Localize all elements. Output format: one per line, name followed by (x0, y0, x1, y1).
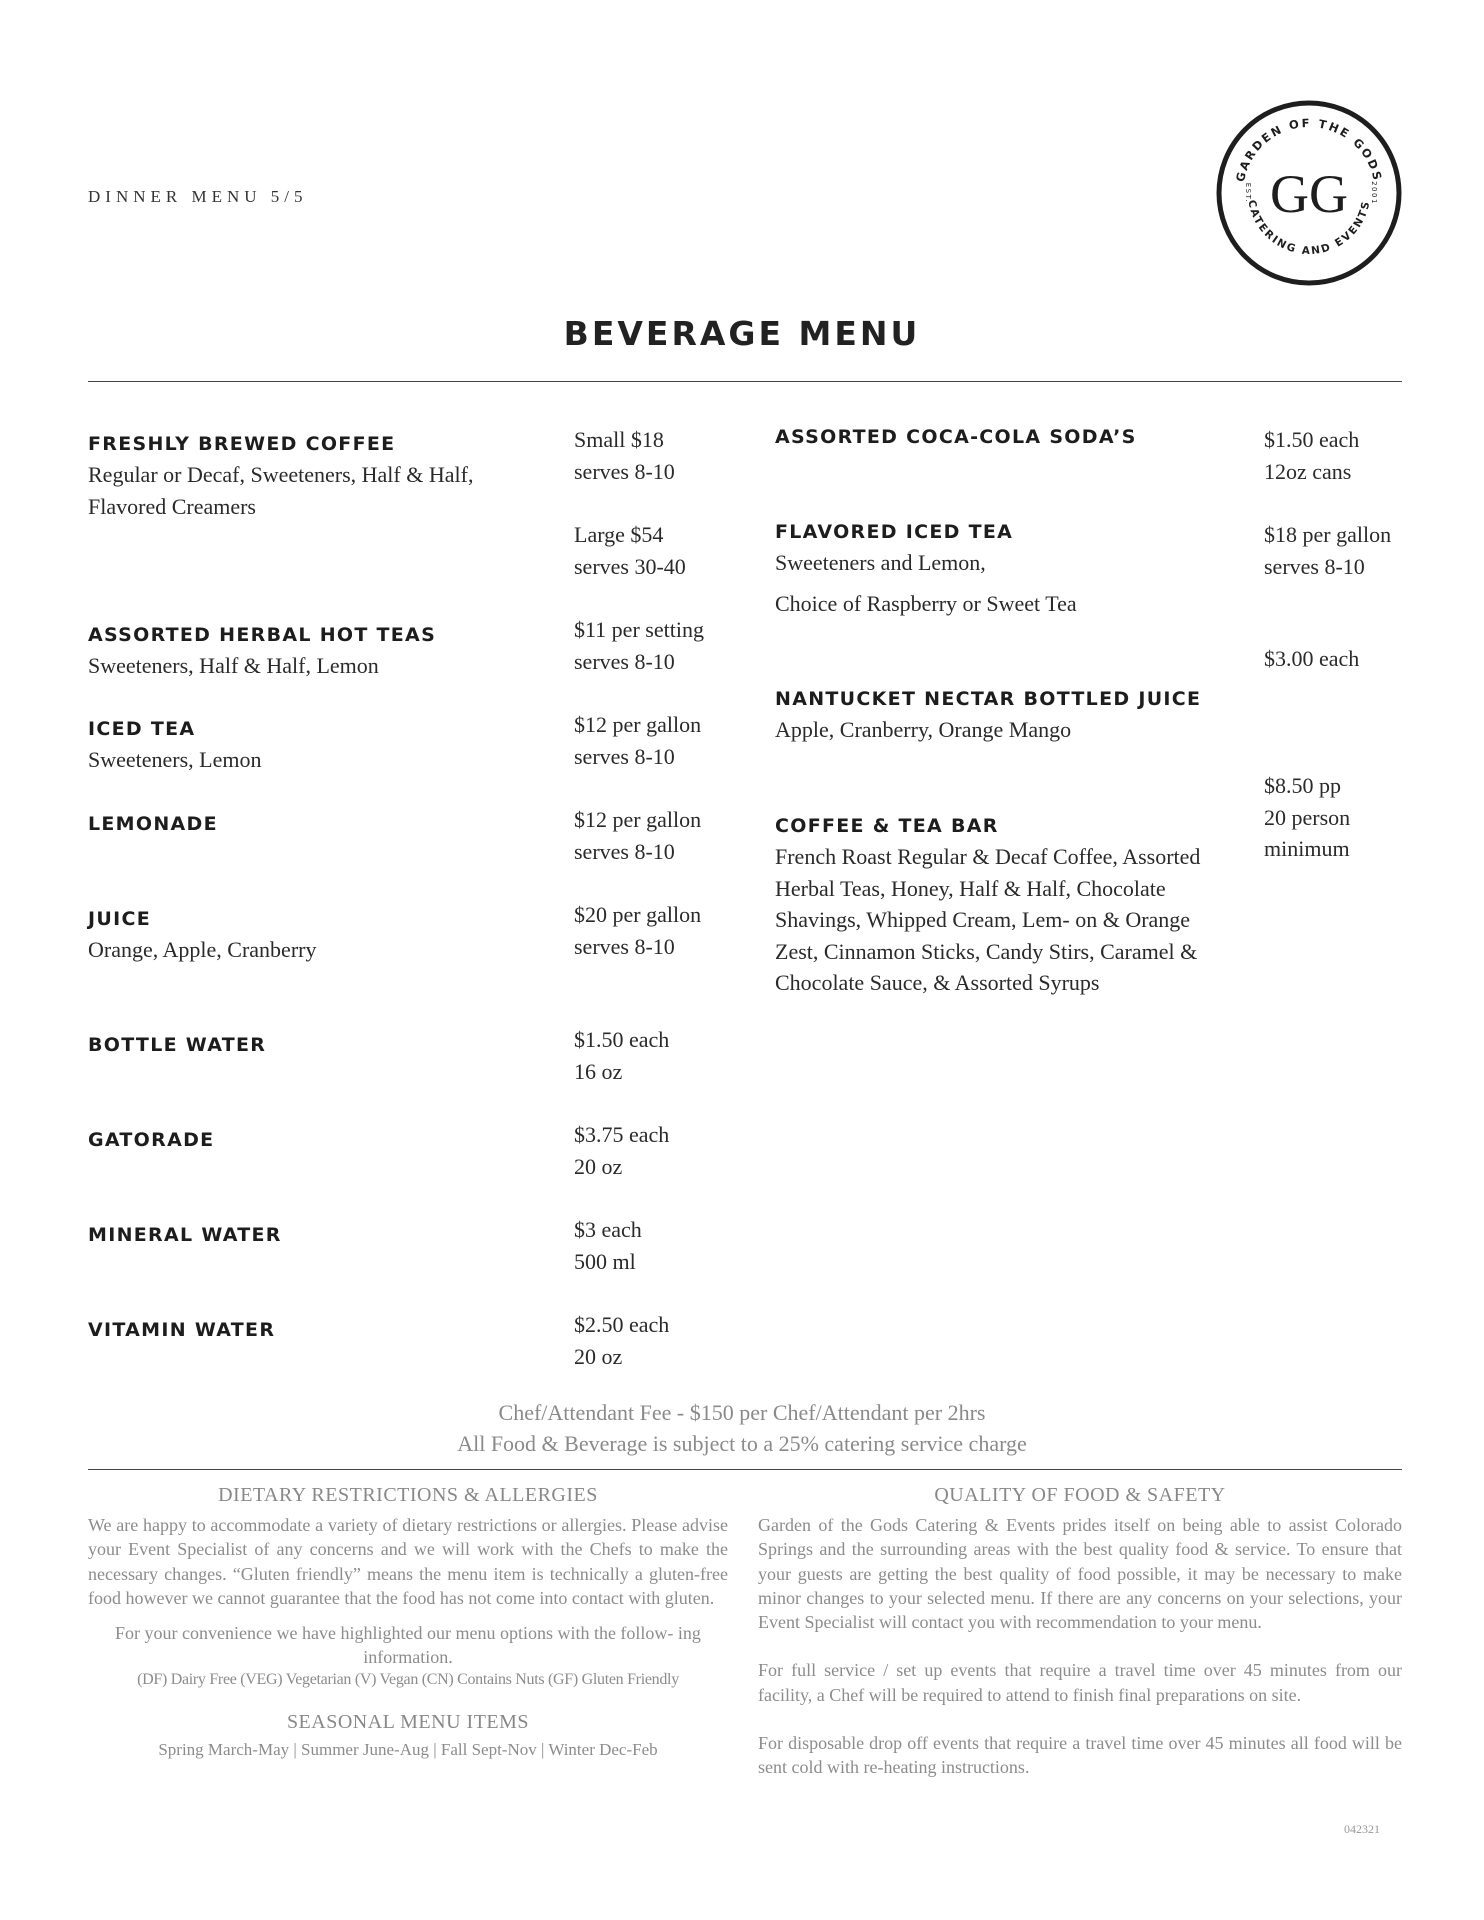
price-line: $3 each (574, 1217, 642, 1242)
price-serves: serves 8-10 (574, 458, 675, 484)
price-line: $18 per gallon (1264, 522, 1392, 547)
item-price-iced-tea (574, 709, 701, 772)
menu-item-herbal-hot-teas (88, 624, 528, 682)
price-line: $3.75 each (574, 1122, 670, 1147)
price-line: $11 per setting (574, 617, 704, 642)
chef-attendant-fee: Chef/Attendant Fee - $150 per Chef/Attendant per 2hrs (498, 1400, 986, 1425)
item-price-coffee-tea-bar (1264, 770, 1350, 865)
menu-item-bottle-water (88, 1034, 528, 1056)
item-price-flavored-iced-tea (1264, 519, 1391, 582)
price-minimum-label: minimum (1264, 836, 1350, 861)
item-description: Regular or Decaf, Sweeteners, Half & Half, Flavored Creamers (88, 462, 474, 519)
item-description: Sweeteners, Lemon (88, 747, 262, 772)
page-title: BEVERAGE MENU (563, 314, 921, 353)
logo-ring-top: GARDEN OF THE GODS (1232, 115, 1386, 184)
menu-item-nantucket-nectar-juice (775, 688, 1235, 746)
menu-item-coffee-tea-bar (775, 815, 1229, 999)
item-price-juice (574, 899, 701, 962)
item-description: French Roast Regular & Decaf Coffee, Assorted Herbal Teas, Honey, Half & Half, Chocolate Shavings, Whipped Cream, Lem- on & Orange Zest, Cinnamon Sticks, Candy Stirs, Caramel & Chocolate Sauce, & Assorted Syrups (775, 844, 1201, 995)
dietary-restrictions-section (88, 1484, 728, 1760)
item-price-vitamin-water (574, 1309, 669, 1372)
logo-ring-bottom: CATERING AND EVENTS (1245, 198, 1373, 258)
price-serves: serves 30-40 (574, 553, 686, 579)
price-line: Small $18 (574, 427, 664, 452)
quality-paragraph-3: For disposable drop off events that require a travel time over 45 minutes all food will be sent cold with re-heating instructions. (758, 1733, 1402, 1778)
price-line: $2.50 each (574, 1312, 670, 1337)
price-size: 12oz cans (1264, 458, 1352, 484)
menu-item-juice (88, 908, 528, 966)
seasonal-heading: SEASONAL MENU ITEMS (286, 1710, 530, 1733)
quality-paragraph-2: For full service / set up events that require a travel time over 45 minutes from our facility, a Chef will be required to attend to finish final preparations on site. (758, 1660, 1402, 1705)
price-serves: serves 8-10 (1264, 553, 1365, 579)
item-description: Sweeteners and Lemon, (775, 550, 986, 575)
item-title: ICED TEA (88, 718, 196, 740)
item-title: MINERAL WATER (88, 1224, 282, 1246)
item-description: Sweeteners, Half & Half, Lemon (88, 653, 379, 678)
item-price-coffee-small (574, 424, 675, 487)
item-price-herbal-hot-teas (574, 614, 704, 677)
item-title: ASSORTED COCA-COLA SODA’S (775, 426, 1137, 448)
item-description-choice: Choice of Raspberry or Sweet Tea (775, 590, 1077, 616)
price-minimum: 20 person (1264, 804, 1351, 830)
item-title: ASSORTED HERBAL HOT TEAS (88, 624, 437, 646)
logo-est: EST. (1244, 182, 1252, 204)
menu-item-flavored-iced-tea (775, 521, 1235, 619)
price-size: 20 oz (574, 1153, 623, 1179)
item-price-gatorade (574, 1119, 669, 1182)
quality-paragraph-1: Garden of the Gods Catering & Events prides itself on being able to assist Colorado Springs and the surrounding areas with the best quality food & service. To ensure that your guests are getting the best quality of food possible, it may be necessary to make minor changes to your selected menu. If there are any concerns on your selections, your Event Specialist will contact you with recommendation to your menu. (758, 1515, 1402, 1633)
price-serves: serves 8-10 (574, 648, 675, 674)
dietary-legend: (DF) Dairy Free (VEG) Vegetarian (V) Vegan (CN) Contains Nuts (GF) Gluten Friendly (137, 1670, 679, 1688)
dietary-text: We are happy to accommodate a variety of dietary restrictions or allergies. Please advise your Event Specialist of any concerns and we will work with the Chefs to make the necessary changes. “Gluten friendly” means the menu item is technically a gluten-free food however we cannot guarantee that the food has not come into contact with gluten. (88, 1515, 728, 1608)
item-price-sodas (1264, 424, 1359, 487)
item-description: Orange, Apple, Cranberry (88, 937, 317, 962)
price-line: $3.00 each (1264, 646, 1360, 671)
menu-item-lemonade (88, 813, 528, 835)
menu-item-coca-cola-sodas (775, 426, 1235, 448)
item-price-coffee-large (574, 519, 686, 582)
item-title: FRESHLY BREWED COFFEE (88, 433, 396, 455)
item-title: BOTTLE WATER (88, 1034, 267, 1056)
price-line: $1.50 each (574, 1027, 670, 1052)
item-description: Apple, Cranberry, Orange Mango (775, 717, 1072, 742)
menu-item-gatorade (88, 1129, 528, 1151)
item-title: VITAMIN WATER (88, 1319, 276, 1341)
dietary-heading: DIETARY RESTRICTIONS & ALLERGIES (218, 1484, 598, 1506)
menu-page-label: DINNER MENU 5/5 (88, 187, 308, 206)
price-line: $12 per gallon (574, 712, 702, 737)
menu-item-iced-tea (88, 718, 528, 776)
price-serves: serves 8-10 (574, 838, 675, 864)
item-title: FLAVORED ICED TEA (775, 521, 1014, 543)
item-title: COFFEE & TEA BAR (775, 815, 999, 837)
service-charge-note: All Food & Beverage is subject to a 25% catering service charge (457, 1431, 1027, 1456)
dietary-convenience-note: For your convenience we have highlighted our menu options with the follow- ing information. (115, 1623, 701, 1668)
price-size: 16 oz (574, 1058, 623, 1084)
item-title: GATORADE (88, 1129, 215, 1151)
price-serves: serves 8-10 (574, 933, 675, 959)
price-line: $8.50 pp (1264, 773, 1341, 798)
item-title: JUICE (88, 908, 151, 930)
price-line: $20 per gallon (574, 902, 702, 927)
price-line: $12 per gallon (574, 807, 702, 832)
logo-monogram: GG (1270, 164, 1348, 224)
footer-divider (88, 1469, 1402, 1470)
quality-safety-section (758, 1484, 1402, 1780)
document-code: 042321 (1344, 1822, 1380, 1836)
item-price-nantucket-juice (1264, 643, 1359, 675)
menu-item-mineral-water (88, 1224, 528, 1246)
logo-year: 2001 (1370, 181, 1378, 205)
quality-heading: QUALITY OF FOOD & SAFETY (934, 1484, 1226, 1506)
price-serves: serves 8-10 (574, 743, 675, 769)
item-title: LEMONADE (88, 813, 218, 835)
item-title: NANTUCKET NECTAR BOTTLED JUICE (775, 688, 1202, 710)
seasonal-ranges: Spring March-May | Summer June-Aug | Fall Sept-Nov | Winter Dec-Feb (158, 1739, 658, 1759)
price-size: 500 ml (574, 1248, 636, 1274)
item-price-lemonade (574, 804, 701, 867)
title-divider (88, 381, 1402, 382)
item-price-mineral-water (574, 1214, 642, 1277)
garden-of-the-gods-logo (1216, 100, 1402, 286)
menu-item-freshly-brewed-coffee (88, 433, 528, 522)
price-line: $1.50 each (1264, 427, 1360, 452)
price-size: 20 oz (574, 1343, 623, 1369)
item-price-bottle-water (574, 1024, 669, 1087)
menu-item-vitamin-water (88, 1319, 528, 1341)
price-line: Large $54 (574, 522, 664, 547)
